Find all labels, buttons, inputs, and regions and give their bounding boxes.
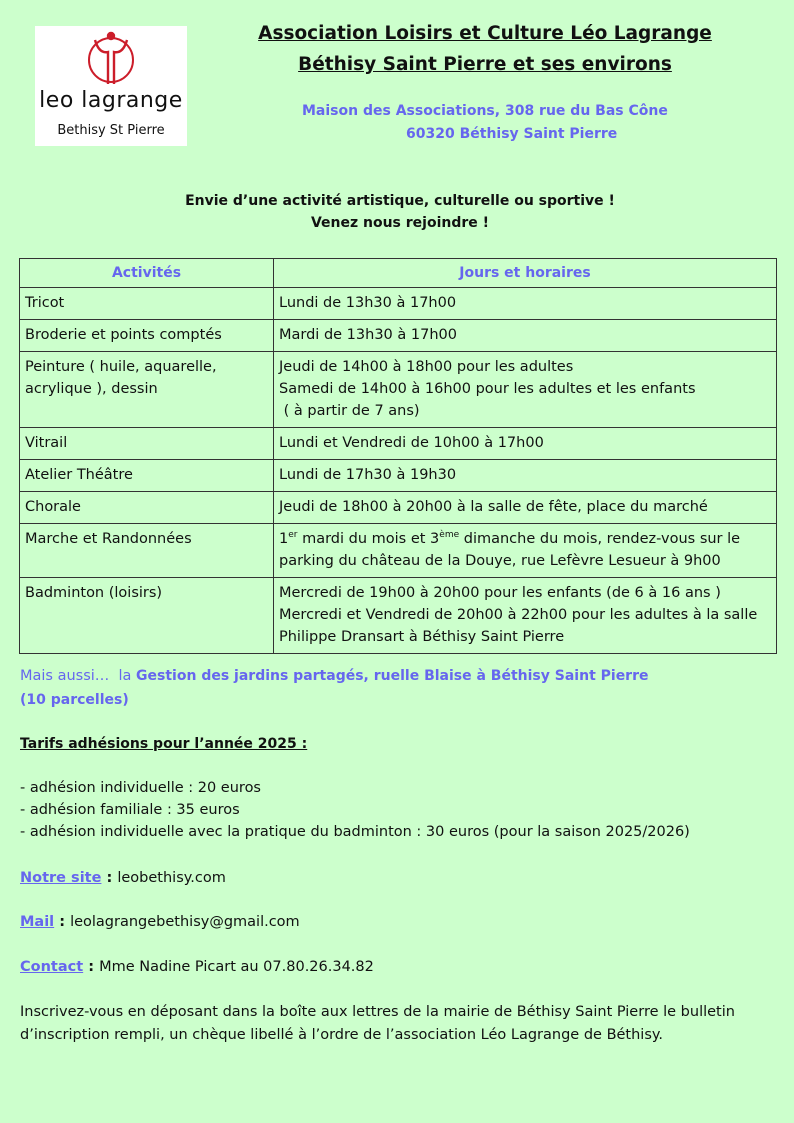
- schedule-line: Samedi de 14h00 à 16h00 pour les adultes et les enfants: [279, 381, 696, 397]
- site-line: [20, 867, 226, 890]
- ordinal-number: 1: [279, 531, 289, 547]
- schedule-line: Jeudi de 18h00 à 20h00 à la salle de fête, place du marché: [279, 499, 708, 515]
- tarif-item: - adhésion individuelle avec la pratique du badminton : 30 euros (pour la saison 2025/2026): [20, 824, 690, 840]
- activity-cell: Peinture ( huile, aquarelle, acrylique ), dessin: [20, 352, 274, 428]
- schedule-line: Jeudi de 14h00 à 18h00 pour les adultes: [279, 359, 574, 375]
- schedule-cell: [274, 492, 777, 524]
- schedule-line: Mardi de 13h30 à 17h00: [279, 327, 457, 343]
- separator: :: [83, 959, 100, 975]
- activity-cell: Atelier Théâtre: [20, 460, 274, 492]
- logo-brand: leo lagrange: [39, 88, 183, 113]
- mail-line: [20, 911, 300, 934]
- tarif-item: - adhésion familiale : 35 euros: [20, 802, 240, 818]
- table-row: [20, 524, 777, 578]
- address-line2: 60320 Béthisy Saint Pierre: [406, 126, 618, 142]
- schedule-line: Lundi de 13h30 à 17h00: [279, 295, 457, 311]
- activity-cell: Chorale: [20, 492, 274, 524]
- contact-label: Contact: [20, 959, 84, 975]
- activity-cell: Tricot: [20, 288, 274, 320]
- schedule-line: Mercredi de 19h00 à 20h00 pour les enfants (de 6 à 16 ans ): [279, 585, 721, 601]
- association-title-line1: Association Loisirs et Culture Léo Lagrange: [258, 23, 712, 44]
- table-row: [20, 428, 777, 460]
- address-line1: Maison des Associations, 308 rue du Bas Cône: [302, 103, 668, 119]
- column-header-activities: Activités: [20, 259, 274, 288]
- activities-table: [19, 258, 777, 654]
- table-row: [20, 460, 777, 492]
- schedule-line: ( à partir de 7 ans): [279, 403, 420, 419]
- gardens-prefix: Mais aussi… la: [20, 668, 137, 684]
- ordinal-suffix: er: [288, 530, 298, 541]
- schedule-cell: [274, 288, 777, 320]
- gardens-note: [20, 665, 780, 688]
- table-row: [20, 288, 777, 320]
- logo: [35, 26, 187, 146]
- activity-cell: Vitrail: [20, 428, 274, 460]
- schedule-cell: [274, 578, 777, 654]
- contact-value: Mme Nadine Picart au 07.80.26.34.82: [99, 959, 374, 975]
- activity-cell: Marche et Randonnées: [20, 524, 274, 578]
- tarif-item: - adhésion individuelle : 20 euros: [20, 780, 261, 796]
- activity-cell: Broderie et points comptés: [20, 320, 274, 352]
- schedule-cell: [274, 352, 777, 428]
- site-link[interactable]: leobethisy.com: [117, 870, 226, 886]
- gardens-text: Gestion des jardins partagés, ruelle Blaise à Béthisy Saint Pierre: [136, 668, 649, 684]
- mail-label: Mail: [20, 914, 55, 930]
- schedule-cell: [274, 428, 777, 460]
- schedule-cell: [274, 320, 777, 352]
- table-row: [20, 320, 777, 352]
- schedule-line: Lundi de 17h30 à 19h30: [279, 467, 457, 483]
- column-header-schedule: Jours et horaires: [274, 259, 777, 288]
- table-row: [20, 352, 777, 428]
- tarifs-heading: Tarifs adhésions pour l’année 2025 :: [20, 736, 308, 752]
- schedule-text: mardi du mois et 3: [297, 531, 440, 547]
- separator: :: [54, 914, 71, 930]
- separator: :: [101, 870, 118, 886]
- registration-instructions: Inscrivez-vous en déposant dans la boîte aux lettres de la mairie de Béthisy Saint Pierre le bulletin d’inscription rempli, un chèque libellé à l’ordre de l’association Léo Lagrange de Béthisy.: [20, 1004, 735, 1043]
- intro-line1: Envie d’une activité artistique, culturelle ou sportive !: [185, 193, 615, 209]
- schedule-text: dimanche du mois, rendez-vous sur le parking du château de la Douye, rue Lefèvre Lesueur à 9h00: [279, 531, 741, 569]
- gardens-plots: (10 parcelles): [20, 692, 129, 708]
- logo-place: Bethisy St Pierre: [57, 123, 165, 138]
- contact-line: [20, 956, 374, 979]
- table-header-row: [20, 259, 777, 288]
- association-title-line2: Béthisy Saint Pierre et ses environs: [298, 54, 672, 75]
- site-label: Notre site: [20, 870, 102, 886]
- schedule-cell: [274, 460, 777, 492]
- ordinal-suffix: ème: [439, 530, 460, 541]
- table-row: [20, 578, 777, 654]
- mail-link[interactable]: leolagrangebethisy@gmail.com: [70, 914, 300, 930]
- activity-cell: Badminton (loisirs): [20, 578, 274, 654]
- schedule-cell: [274, 524, 777, 578]
- leo-lagrange-emblem-icon: [85, 28, 137, 88]
- intro-line2: Venez nous rejoindre !: [310, 215, 490, 231]
- table-row: [20, 492, 777, 524]
- schedule-line: Mercredi et Vendredi de 20h00 à 22h00 pour les adultes à la salle Philippe Dransart à Béthisy Saint Pierre: [279, 607, 758, 645]
- schedule-line: Lundi et Vendredi de 10h00 à 17h00: [279, 435, 544, 451]
